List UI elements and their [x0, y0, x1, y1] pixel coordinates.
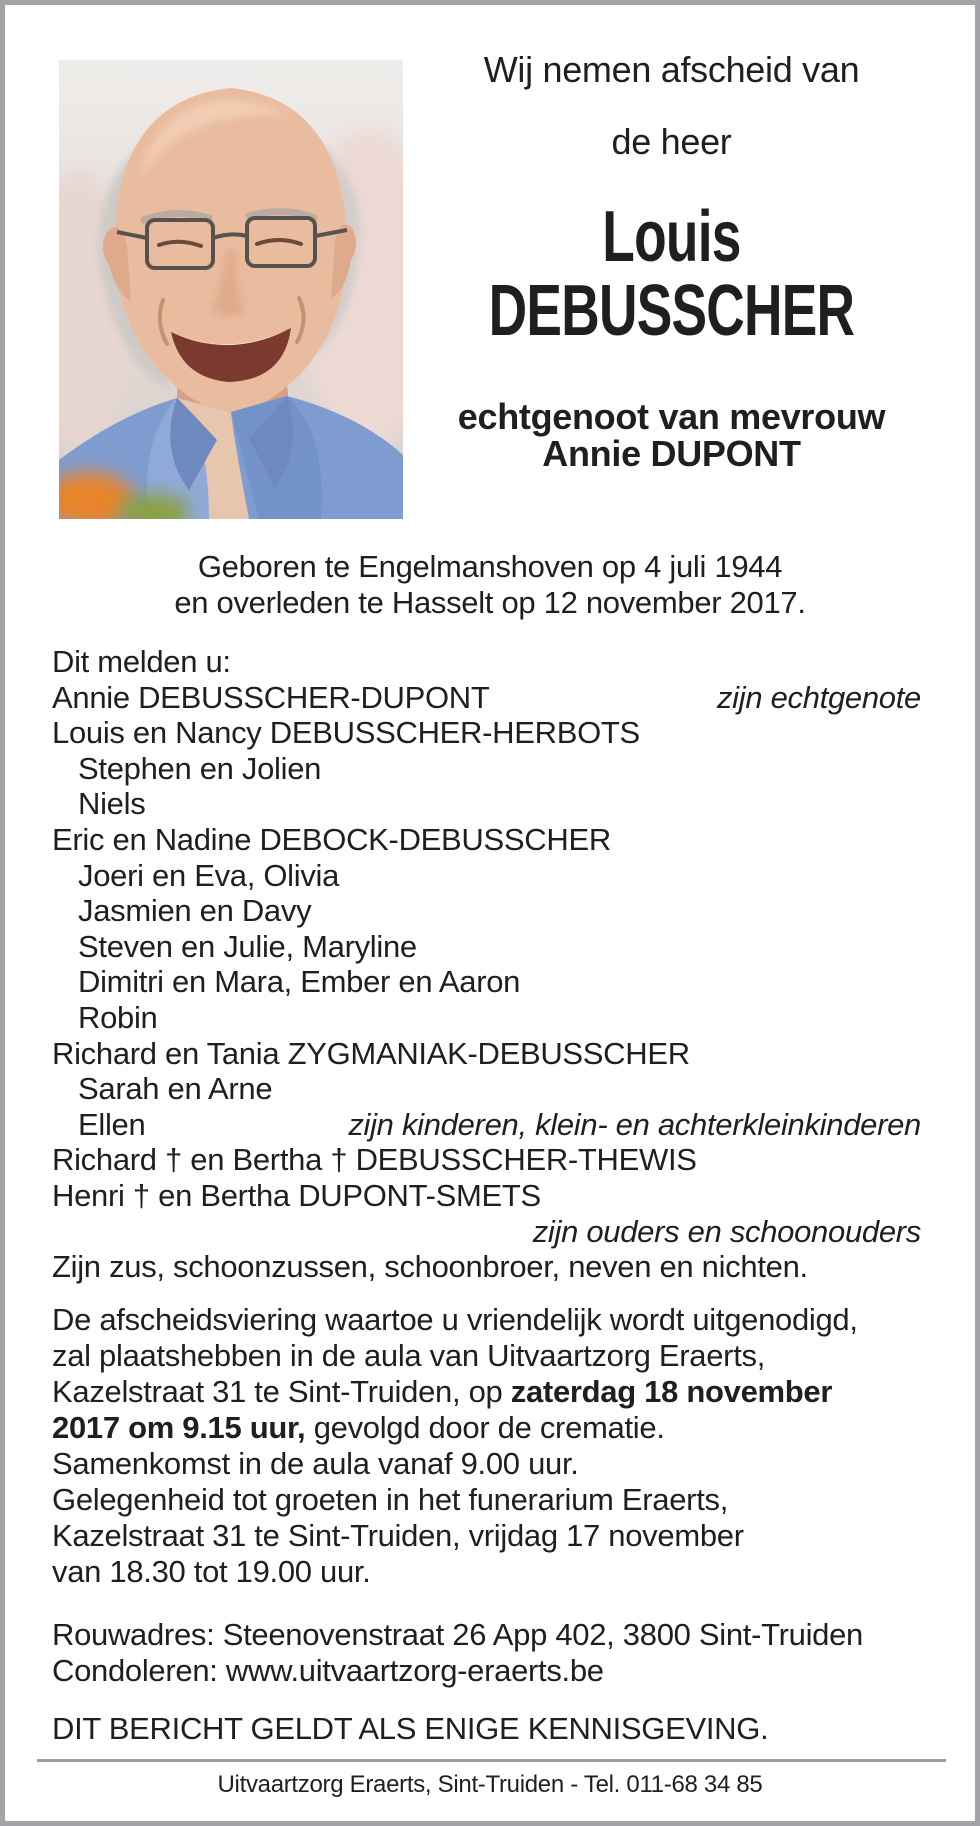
family-line: [52, 1214, 921, 1250]
family-member-name: Louis en Nancy DEBUSSCHER-HERBOTS: [52, 715, 640, 751]
family-line: [52, 1178, 921, 1214]
ceremony-line: [52, 1518, 932, 1554]
deceased-first-name: Louis: [602, 197, 741, 277]
family-line: [52, 786, 921, 822]
family-line: [52, 822, 921, 858]
deceased-last-name: DEBUSSCHER: [488, 271, 855, 351]
family-line: [52, 1107, 921, 1143]
family-member-name: Jasmien en Davy: [78, 893, 312, 929]
relation-note: zijn kinderen, klein- en achterkleinkinderen: [348, 1106, 921, 1142]
family-line: [52, 858, 921, 894]
family-member-name: Joeri en Eva, Olivia: [78, 857, 340, 893]
deceased-name: [473, 197, 870, 351]
ceremony-text: Kazelstraat 31 te Sint-Truiden, op: [52, 1374, 511, 1409]
family-line: [52, 1000, 921, 1036]
family-member-name: Zijn zus, schoonzussen, schoonbroer, neven en nichten.: [52, 1249, 808, 1285]
salutation: de heer: [611, 121, 732, 162]
ceremony-line: [52, 1410, 932, 1446]
single-notice-line: DIT BERICHT GELDT ALS ENIGE KENNISGEVING.: [52, 1711, 769, 1746]
family-line: [52, 1249, 921, 1285]
relation-note: zijn ouders en schoonouders: [532, 1213, 921, 1249]
family-member-name: Dit melden u:: [52, 644, 231, 679]
ceremony-line: [52, 1446, 932, 1482]
family-member-name: Sarah en Arne: [78, 1071, 273, 1107]
ceremony-text: van 18.30 tot 19.00 uur.: [52, 1554, 371, 1589]
family-line: [52, 644, 921, 680]
relation-line: echtgenoot van mevrouw: [457, 396, 886, 437]
ceremony-text: Samenkomst in de aula vanaf 9.00 uur.: [52, 1446, 579, 1481]
ceremony-line: [52, 1338, 932, 1374]
condolence-website: Condoleren: www.uitvaartzorg-eraerts.be: [52, 1653, 604, 1688]
portrait-photo: [59, 60, 403, 519]
family-member-name: Henri † en Bertha DUPONT-SMETS: [52, 1177, 541, 1213]
contact-block: [52, 1617, 932, 1689]
family-member-name: Dimitri en Mara, Ember en Aaron: [78, 964, 521, 1000]
family-member-name: Eric en Nadine DEBOCK-DEBUSSCHER: [52, 821, 611, 857]
ceremony-paragraph: [52, 1302, 932, 1590]
family-member-name: Ellen: [78, 1106, 146, 1142]
family-line: [52, 964, 921, 1000]
family-member-name: Stephen en Jolien: [78, 750, 322, 786]
family-member-name: Niels: [78, 786, 146, 822]
spouse-name: Annie DUPONT: [542, 433, 801, 474]
birth-line: Geboren te Engelmanshoven op 4 juli 1944: [197, 549, 783, 584]
family-line: [52, 1036, 921, 1072]
death-line: en overleden te Hasselt op 12 november 2017.: [174, 585, 806, 620]
spouse-relation: [403, 398, 940, 472]
family-member-name: Annie DEBUSSCHER-DUPONT: [52, 679, 490, 715]
ceremony-datetime-bold: 2017 om 9.15 uur,: [52, 1410, 306, 1445]
life-dates: [5, 549, 975, 621]
ceremony-line: [52, 1554, 932, 1590]
mourning-address: Rouwadres: Steenovenstraat 26 App 402, 3800 Sint-Truiden: [52, 1617, 863, 1652]
family-line: [52, 751, 921, 787]
footer-divider: [37, 1759, 946, 1762]
family-line: [52, 1142, 921, 1178]
family-list: [52, 644, 921, 1285]
intro-line: Wij nemen afscheid van: [483, 49, 860, 90]
family-line: [52, 1071, 921, 1107]
ceremony-text: De afscheidsviering waartoe u vriendelijk wordt uitgenodigd,: [52, 1302, 858, 1337]
ceremony-line: [52, 1374, 932, 1410]
ceremony-line: [52, 1482, 932, 1518]
undertaker-footer: Uitvaartzorg Eraerts, Sint-Truiden - Tel. 011-68 34 85: [217, 1771, 763, 1798]
ceremony-text: Kazelstraat 31 te Sint-Truiden, vrijdag 17 november: [52, 1518, 744, 1553]
family-member-name: Richard † en Bertha † DEBUSSCHER-THEWIS: [52, 1142, 697, 1178]
family-line: [52, 893, 921, 929]
relation-note: zijn echtgenote: [716, 679, 921, 715]
ceremony-text: zal plaatshebben in de aula van Uitvaartzorg Eraerts,: [52, 1338, 766, 1373]
family-line: [52, 680, 921, 716]
family-line: [52, 715, 921, 751]
ceremony-text: gevolgd door de crematie.: [305, 1410, 665, 1445]
ceremony-datetime-bold: zaterdag 18 november: [510, 1374, 833, 1409]
family-member-name: Robin: [78, 999, 158, 1035]
family-member-name: Richard en Tania ZYGMANIAK-DEBUSSCHER: [52, 1035, 690, 1071]
portrait-photo-graphic: [59, 60, 403, 519]
family-line: [52, 929, 921, 965]
family-member-name: Steven en Julie, Maryline: [78, 928, 417, 964]
ceremony-line: [52, 1302, 932, 1338]
ceremony-text: Gelegenheid tot groeten in het funerarium Eraerts,: [52, 1482, 729, 1517]
